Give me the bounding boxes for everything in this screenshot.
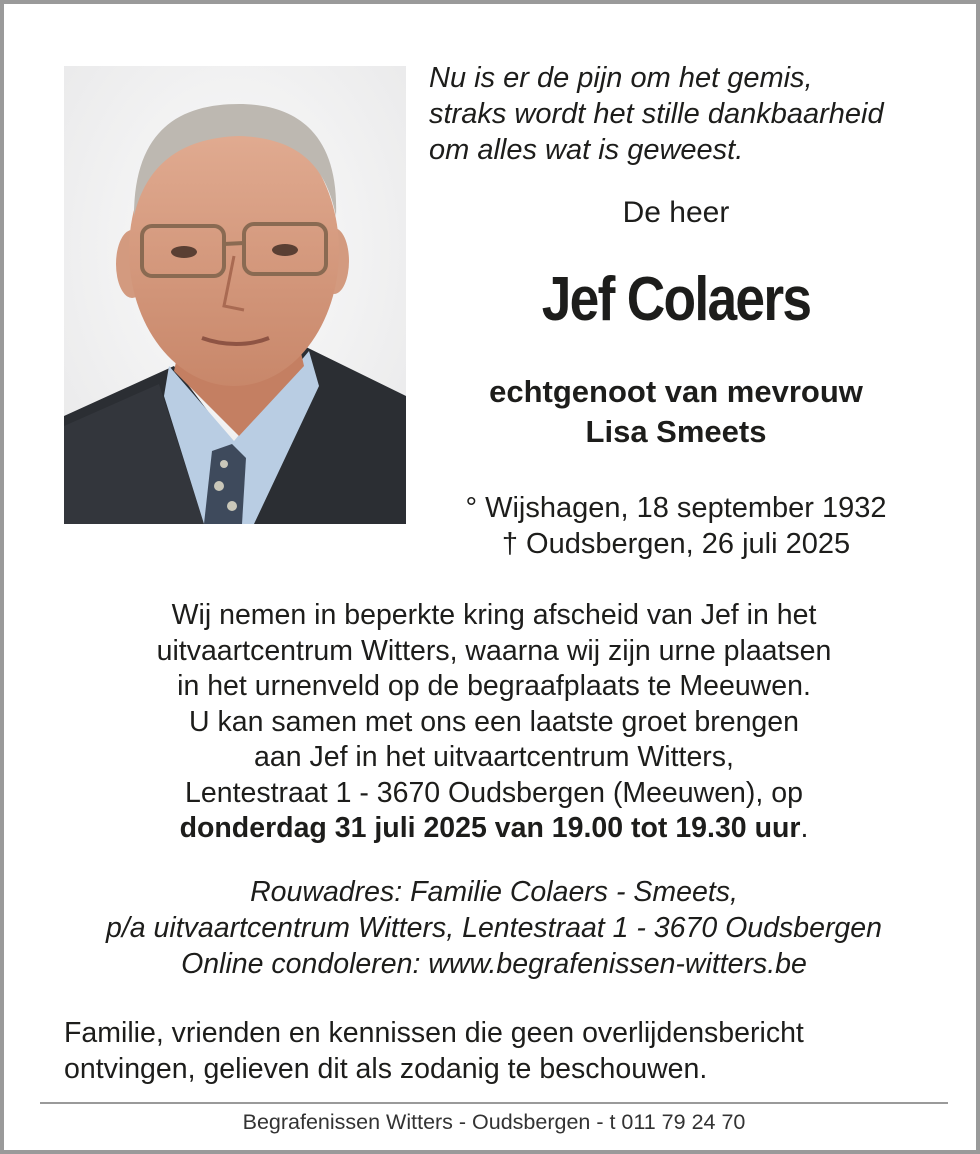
- ceremony-datetime-line: [44, 811, 944, 847]
- poem-line: Nu is er de pijn om het gemis,: [429, 62, 813, 94]
- closing-line: ontvingen, gelieven dit als zodanig te beschouwen.: [64, 1053, 708, 1085]
- ceremony-line: U kan samen met ons een laatste groet brengen: [189, 705, 799, 738]
- birth-date: ° Wijshagen, 18 september 1932: [465, 492, 887, 524]
- funeral-home-footer: Begrafenissen Witters - Oudsbergen - t 011 79 24 70: [242, 1110, 746, 1134]
- ceremony-line: aan Jef in het uitvaartcentrum Witters,: [254, 741, 734, 773]
- portrait-illustration: [64, 66, 406, 524]
- deceased-name: Jef Colaers: [541, 265, 811, 334]
- ceremony-line: Wij nemen in beperkte kring afscheid van Jef in het: [171, 599, 817, 631]
- poem: [429, 60, 949, 168]
- poem-line: om alles wat is geweest.: [429, 134, 744, 166]
- ceremony-line: Lentestraat 1 - 3670 Oudsbergen (Meeuwen), op: [185, 776, 803, 809]
- life-dates: [406, 490, 946, 562]
- ceremony-line: in het urnenveld op de begraafplaats te Meeuwen.: [177, 670, 811, 702]
- death-date: † Oudsbergen, 26 juli 2025: [501, 528, 851, 560]
- address-line: Rouwadres: Familie Colaers - Smeets,: [250, 876, 738, 908]
- portrait-photo: [64, 66, 406, 524]
- ceremony-datetime: donderdag 31 juli 2025 van 19.00 tot 19.30 uur: [179, 812, 801, 844]
- address-line: p/a uitvaartcentrum Witters, Lentestraat 1 - 3670 Oudsbergen: [106, 912, 882, 944]
- poem-line: straks wordt het stille dankbaarheid: [429, 98, 884, 130]
- spouse-name: Lisa Smeets: [585, 414, 767, 449]
- closing-note: [64, 1015, 944, 1087]
- condolence-link[interactable]: Online condoleren: www.begrafenissen-witters.be: [181, 948, 807, 980]
- spouse-line: echtgenoot van mevrouw: [489, 374, 863, 409]
- footer-divider: [40, 1102, 948, 1104]
- spouse-info: [406, 372, 946, 452]
- ceremony-text: [44, 598, 944, 847]
- salutation: De heer: [622, 196, 730, 229]
- ceremony-line: uitvaartcentrum Witters, waarna wij zijn urne plaatsen: [156, 634, 832, 667]
- closing-line: Familie, vrienden en kennissen die geen overlijdensbericht: [64, 1017, 804, 1049]
- ceremony-period: .: [800, 812, 809, 844]
- mourning-address: [44, 874, 944, 982]
